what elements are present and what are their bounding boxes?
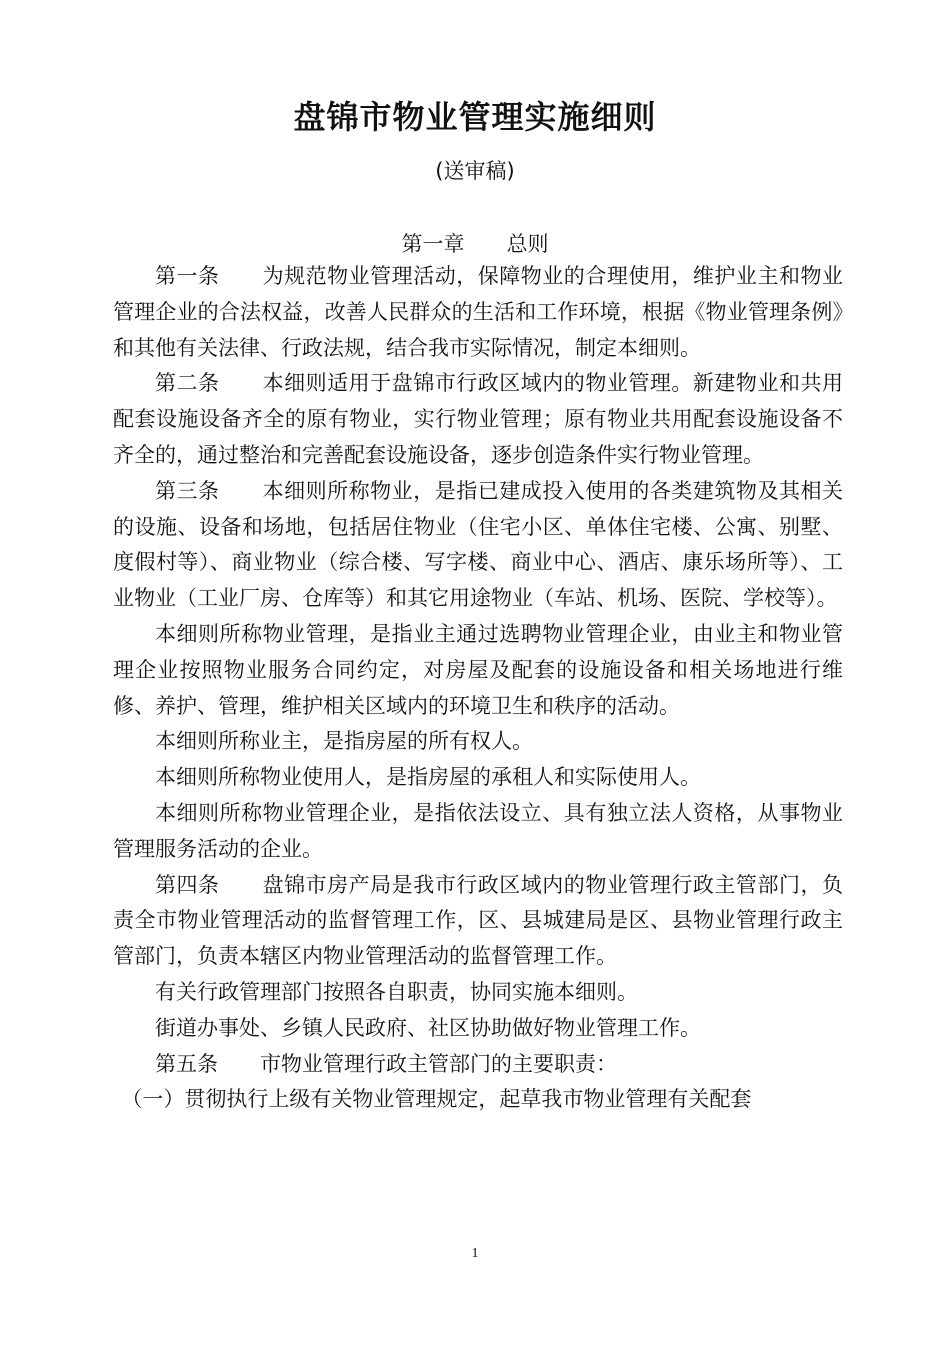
departments-cooperation-paragraph: 有关行政管理部门按照各自职责，协同实施本细则。 bbox=[155, 979, 638, 1004]
street-office-paragraph: 街道办事处、乡镇人民政府、社区协助做好物业管理工作。 bbox=[155, 1015, 701, 1040]
article-3-paragraph: 第三条 本细则所称物业，是指已建成投入使用的各类建筑物及其相关的设施、设备和场地，包括居住物业（住宅小区、单体住宅楼、公寓、别墅、度假村等）、商业物业（综合楼、写字楼、商业中心、酒店、康乐场所等）、工业物业（工业厂房、仓库等）和其它用途物业（车站、机场、医院、学校等）。 bbox=[113, 478, 843, 611]
duty-item-1: （一）贯彻执行上级有关物业管理规定，起草我市物业管理有关配套 bbox=[121, 1087, 752, 1112]
article-1-paragraph: 第一条 为规范物业管理活动，保障物业的合理使用，维护业主和物业管理企业的合法权益，改善人民群众的生活和工作环境，根据《物业管理条例》和其他有关法律、行政法规，结合我市实际情况，制定本细则。 bbox=[113, 264, 843, 360]
article-4-paragraph: 第四条 盘锦市房产局是我市行政区域内的物业管理行政主管部门，负责全市物业管理活动的监督管理工作，区、县城建局是区、县物业管理行政主管部门，负责本辖区内物业管理活动的监督管理工作。 bbox=[113, 872, 843, 969]
property-user-definition: 本细则所称物业使用人，是指房屋的承租人和实际使用人。 bbox=[155, 765, 701, 790]
management-enterprise-definition: 本细则所称物业管理企业，是指依法设立、具有独立法人资格，从事物业管理服务活动的企业。 bbox=[113, 800, 843, 861]
article-5-paragraph: 第五条 市物业管理行政主管部门的主要职责： bbox=[155, 1051, 617, 1076]
document-title: 盘锦市物业管理实施细则 bbox=[293, 98, 657, 136]
owner-definition: 本细则所称业主，是指房屋的所有权人。 bbox=[155, 729, 533, 754]
document-body bbox=[113, 259, 843, 1118]
page-number: 1 bbox=[471, 1246, 479, 1261]
chapter-heading: 第一章 总则 bbox=[401, 232, 549, 256]
article-2-paragraph: 第二条 本细则适用于盘锦市行政区域内的物业管理。新建物业和共用配套设施设备齐全的原有物业，实行物业管理；原有物业共用配套设施设备不齐全的，通过整治和完善配套设施设备，逐步创造条件实行物业管理。 bbox=[113, 371, 843, 467]
document-subtitle: (送审稿) bbox=[435, 159, 515, 183]
property-management-definition: 本细则所称物业管理，是指业主通过选聘物业管理企业，由业主和物业管理企业按照物业服务合同约定，对房屋及配套的设施设备和相关场地进行维修、养护、管理，维护相关区域内的环境卫生和秩序的活动。 bbox=[113, 621, 843, 718]
